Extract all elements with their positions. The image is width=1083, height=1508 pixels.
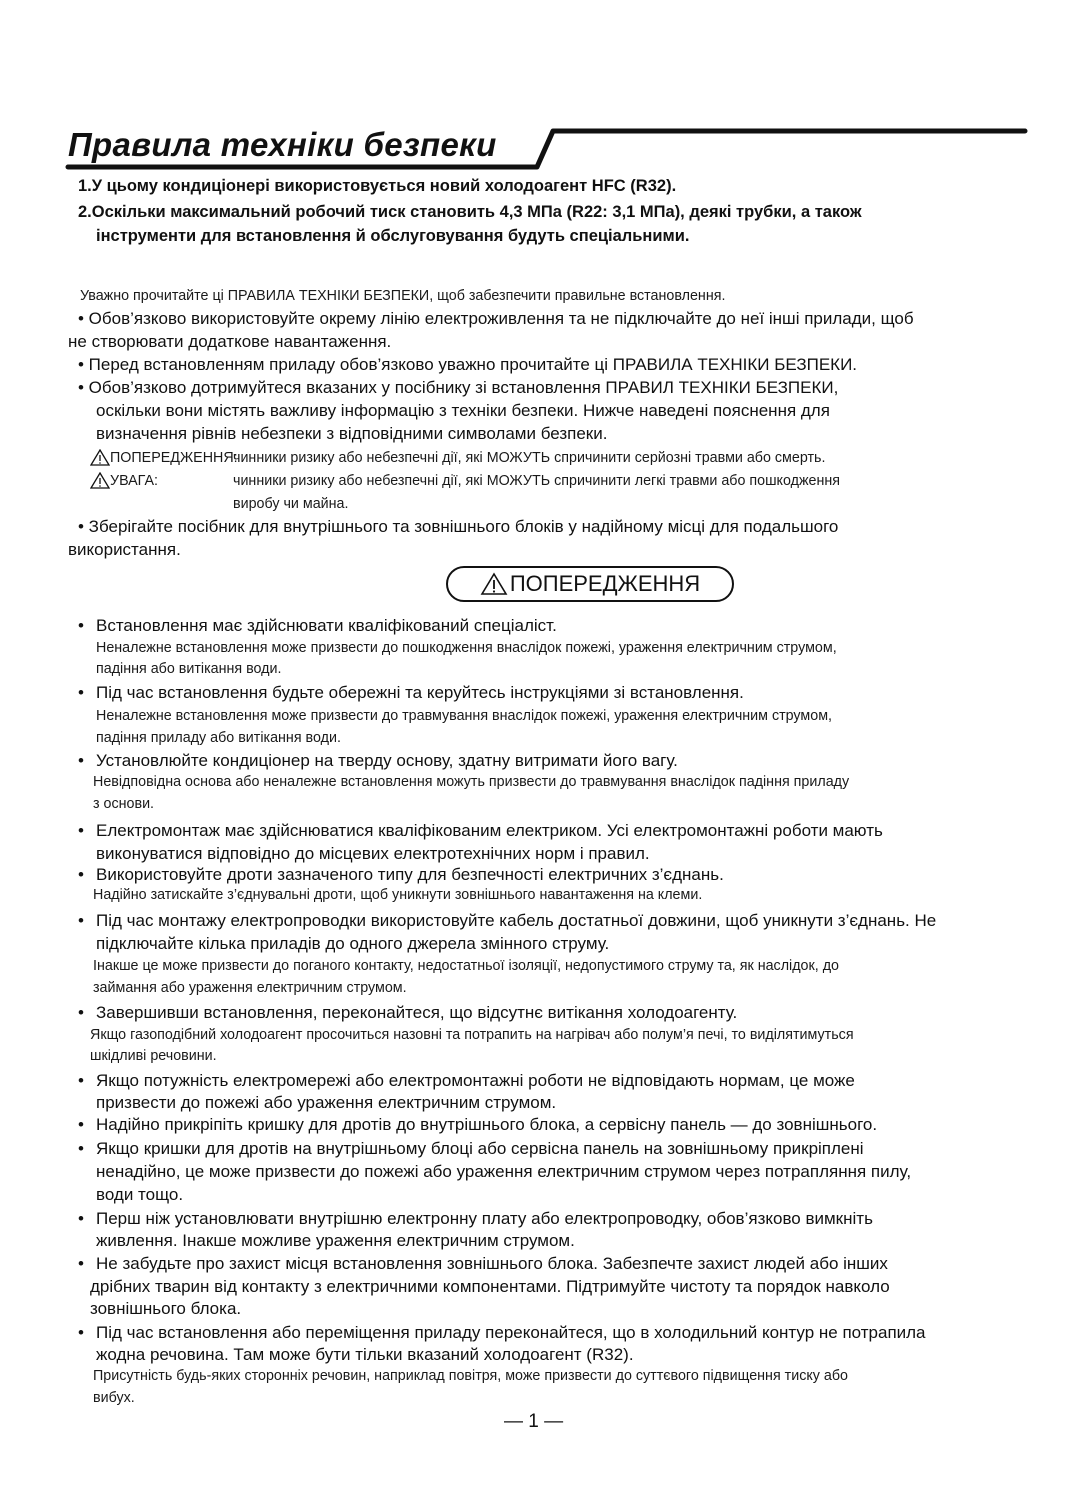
warning-item-note: шкідливі речовини. — [90, 1048, 217, 1064]
warning-item: Електромонтаж має здійснюватися кваліфікованим електриком. Усі електромонтажні роботи мають — [96, 821, 883, 840]
warning-item-note: Неналежне встановлення може призвести до травмування внаслідок пожежі, ураження електричним струмом, — [96, 708, 833, 724]
bullet-icon: • — [78, 1323, 84, 1342]
numbered-note-2: 2.Оскільки максимальний робочий тиск становить 4,3 МПа (R22: 3,1 МПа), деякі трубки, а також — [78, 203, 862, 221]
warning-item: Під час встановлення будьте обережні та керуйтесь інструкціями зі встановлення. — [96, 683, 744, 702]
bullet-icon: • — [78, 865, 84, 884]
bullet-icon: • — [78, 1254, 84, 1273]
page-title: Правила техніки безпеки — [68, 126, 497, 163]
warning-item-note: Інакше це може призвести до поганого контакту, недостатньої ізоляції, недопустимого струму та, як наслідок, до — [93, 958, 840, 974]
caution-triangle-icon — [90, 472, 110, 489]
warning-item: води тощо. — [96, 1185, 184, 1204]
warning-item-note: Неналежне встановлення може призвести до пошкодження внаслідок пожежі, ураження електричним струмом, — [96, 640, 837, 656]
bullet-icon: • — [78, 1115, 84, 1134]
intro-bullet-cont: не створювати додаткове навантаження. — [68, 332, 392, 351]
warning-item: ненадійно, це може призвести до пожежі або ураження електричним струмом через потрапляння пилу, — [96, 1162, 912, 1181]
warning-text: чинники ризику або небезпечні дії, які МОЖУТЬ спричинити серйозні травми або смерть. — [233, 450, 826, 466]
warning-item: Надійно прикріпіть кришку для дротів до внутрішнього блока, а сервісну панель — до зовнішнього. — [96, 1115, 878, 1134]
bullet-icon: • — [78, 911, 84, 930]
warning-item: Завершивши встановлення, переконайтеся, що відсутнє витікання холодоагенту. — [96, 1003, 738, 1022]
page-number: — 1 — — [504, 1411, 564, 1432]
warning-item: виконуватися відповідно до місцевих електротехнічних норм і правил. — [96, 844, 650, 863]
warning-item: Якщо потужність електромережі або електромонтажні роботи не відповідають нормам, це може — [96, 1071, 855, 1090]
warning-badge — [446, 566, 734, 602]
bullet-icon: • — [78, 751, 84, 770]
bullet-icon: • — [78, 1003, 84, 1022]
title-underline — [0, 0, 1083, 180]
warning-item-note: вибух. — [93, 1390, 135, 1406]
warning-item: Під час встановлення або переміщення приладу переконайтеся, що в холодильний контур не потрапила — [96, 1323, 926, 1342]
warning-item: Використовуйте дроти зазначеного типу для безпечності електричних з’єднань. — [96, 865, 724, 884]
warning-item: живлення. Інакше можливе ураження електричним струмом. — [96, 1231, 575, 1250]
warning-item: Перш ніж установлювати внутрішню електронну плату або електропроводку, обов’язково вимкніть — [96, 1209, 873, 1228]
warning-item: жодна речовина. Там може бути тільки вказаний холодоагент (R32). — [96, 1345, 634, 1364]
warning-item-note: Надійно затискайте з’єднувальні дроти, щоб уникнути зовнішнього навантаження на клеми. — [93, 887, 703, 903]
warning-item-note: падіння приладу або витікання води. — [96, 730, 341, 746]
bullet-icon: • — [78, 1209, 84, 1228]
warning-item-note: падіння або витікання води. — [96, 661, 282, 677]
warning-triangle-icon — [90, 449, 110, 466]
keep-manual-text-cont: використання. — [68, 540, 181, 559]
warning-item: призвести до пожежі або ураження електричним струмом. — [96, 1093, 557, 1112]
warning-item-note: Якщо газоподібний холодоагент просочиться назовні та потрапить на нагрівач або полум’я печі, то виділятимуться — [90, 1027, 854, 1043]
intro-bullet-cont: визначення рівнів небезпеки з відповідними символами безпеки. — [96, 424, 608, 443]
bullet-icon: • — [78, 1139, 84, 1158]
caution-text: чинники ризику або небезпечні дії, які МОЖУТЬ спричинити легкі травми або пошкодження — [233, 473, 841, 489]
intro-bullet: • Обов’язково використовуйте окрему лінію електроживлення та не підключайте до неї інші прилади, щоб — [78, 309, 914, 328]
warning-badge-label: ПОПЕРЕДЖЕННЯ — [509, 571, 701, 596]
keep-manual-text: • Зберігайте посібник для внутрішнього та зовнішнього блоків у надійному місці для подальшого — [78, 517, 839, 536]
warning-label: ПОПЕРЕДЖЕННЯ: — [110, 450, 238, 466]
warning-item-note: Невідповідна основа або неналежне встановлення можуть призвести до травмування внаслідок падіння приладу — [93, 774, 850, 790]
warning-item: Якщо кришки для дротів на внутрішньому блоці або сервісна панель на зовнішньому прикріплені — [96, 1139, 864, 1158]
warning-item-note: з основи. — [93, 796, 155, 812]
intro-bullet-cont: оскільки вони містять важливу інформацію з техніки безпеки. Нижче наведені пояснення для — [96, 401, 830, 420]
bullet-icon: • — [78, 683, 84, 702]
warning-item: Під час монтажу електропроводки використовуйте кабель достатньої довжини, щоб уникнути з’єднань. Не — [96, 911, 937, 930]
warning-item: дрібних тварин від контакту з електричними компонентами. Підтримуйте чистоту та порядок навколо — [90, 1277, 890, 1296]
intro-text: Уважно прочитайте ці ПРАВИЛА ТЕХНІКИ БЕЗПЕКИ, щоб забезпечити правильне встановлення. — [80, 288, 726, 304]
caution-label: УВАГА: — [110, 473, 158, 489]
bullet-icon: • — [78, 821, 84, 840]
numbered-note-2-cont: інструменти для встановлення й обслуговування будуть спеціальними. — [96, 227, 690, 245]
warning-item-note: Присутність будь-яких сторонніх речовин, наприклад повітря, може призвести до суттєвого підвищення тиску або — [93, 1368, 848, 1384]
warning-item: Не забудьте про захист місця встановлення зовнішнього блока. Забезпечте захист людей або інших — [96, 1254, 888, 1273]
intro-bullet: • Перед встановленням приладу обов’язково уважно прочитайте ці ПРАВИЛА ТЕХНІКИ БЕЗПЕКИ. — [78, 355, 858, 374]
warning-item: підключайте кілька приладів до одного джерела змінного струму. — [96, 934, 610, 953]
intro-bullet: • Обов’язково дотримуйтеся вказаних у посібнику зі встановлення ПРАВИЛ ТЕХНІКИ БЕЗПЕКИ, — [78, 378, 839, 397]
caution-text-cont: виробу чи майна. — [233, 496, 349, 512]
warning-item-note: займання або ураження електричним струмом. — [93, 980, 407, 996]
bullet-icon: • — [78, 1071, 84, 1090]
bullet-icon: • — [78, 616, 84, 635]
warning-item: Встановлення має здійснювати кваліфікований спеціаліст. — [96, 616, 557, 635]
warning-item: зовнішнього блока. — [90, 1299, 242, 1318]
warning-item: Установлюйте кондиціонер на тверду основу, здатну витримати його вагу. — [96, 751, 678, 770]
warning-triangle-icon — [480, 572, 508, 596]
numbered-note-1: 1.У цьому кондиціонері використовується новий холодоагент HFC (R32). — [78, 177, 677, 195]
